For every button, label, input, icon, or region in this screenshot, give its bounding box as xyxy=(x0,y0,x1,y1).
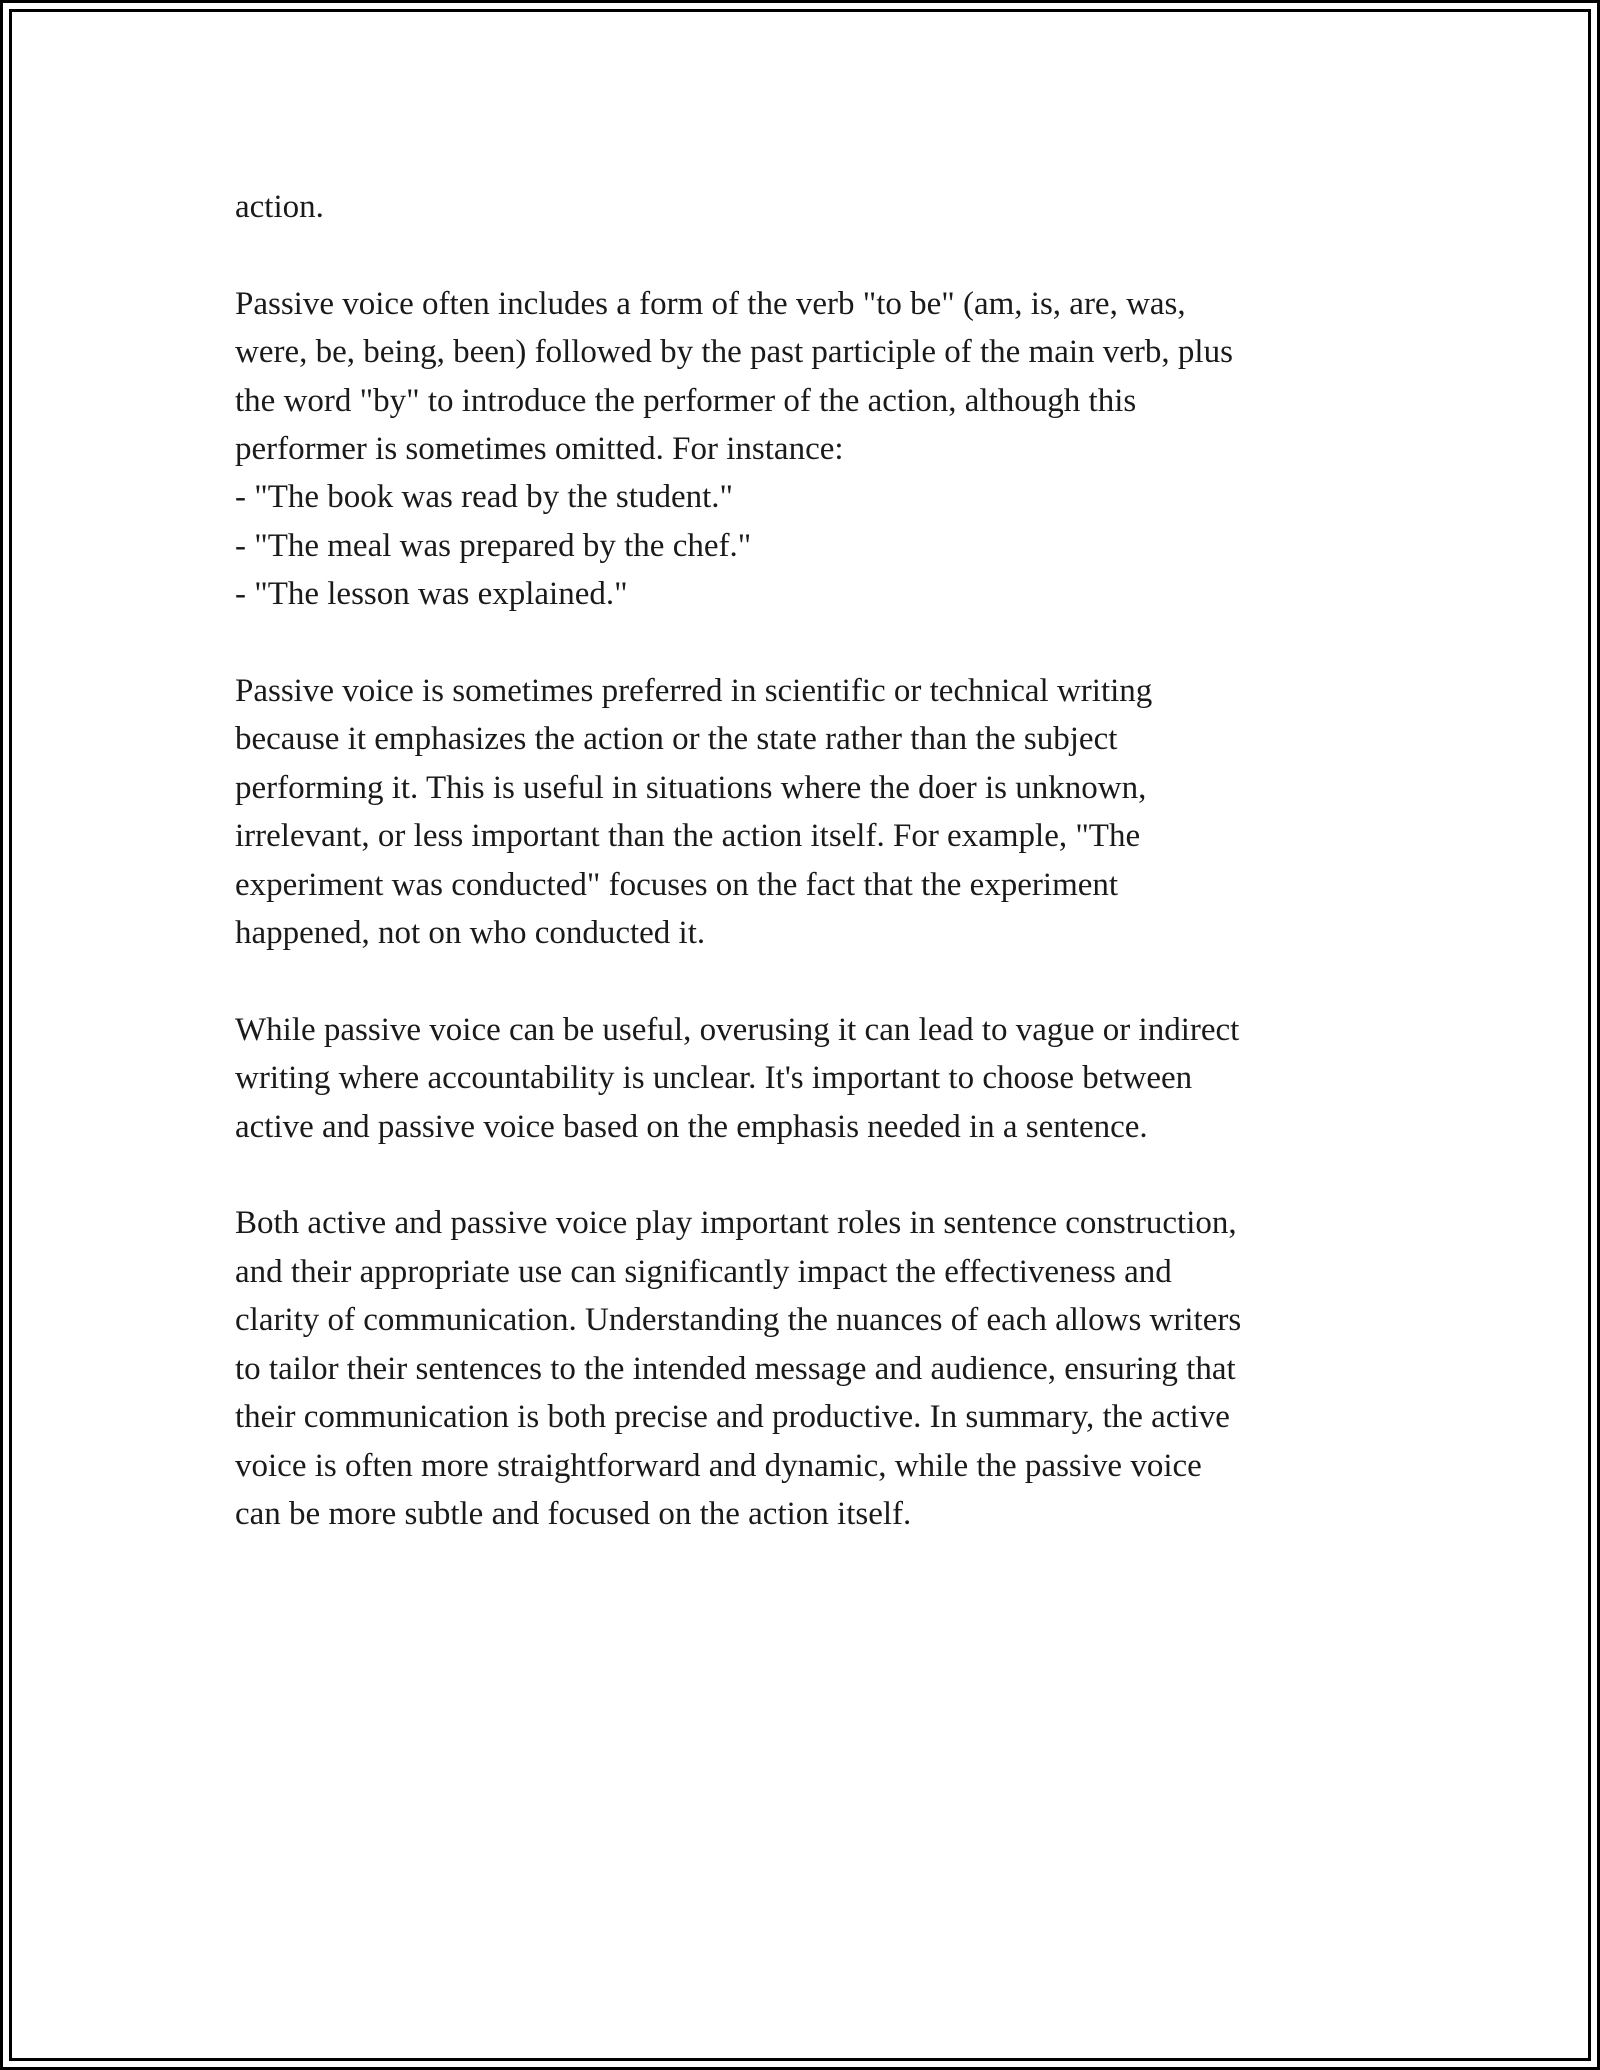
text-line: writing where accountability is unclear. It's important to choose between xyxy=(235,1060,1193,1097)
example-item: - "The meal was prepared by the chef." xyxy=(235,527,752,564)
text-line: active and passive voice based on the emphasis needed in a sentence. xyxy=(235,1108,1148,1145)
paragraph-scientific-writing xyxy=(235,667,1365,957)
text-line: While passive voice can be useful, overusing it can lead to vague or indirect xyxy=(235,1011,1240,1048)
text-line: action. xyxy=(235,189,324,225)
text-line: happened, not on who conducted it. xyxy=(235,915,706,952)
text-line: because it emphasizes the action or the state rather than the subject xyxy=(235,721,1118,758)
text-line: Passive voice is sometimes preferred in scientific or technical writing xyxy=(235,673,1153,710)
paragraph-passive-voice-form xyxy=(235,280,1365,619)
paragraph-continuation xyxy=(235,183,1365,231)
text-line: can be more subtle and focused on the action itself. xyxy=(235,1495,912,1532)
text-line: experiment was conducted" focuses on the fact that the experiment xyxy=(235,866,1119,903)
text-line: were, be, being, been) followed by the past participle of the main verb, plus xyxy=(235,334,1233,371)
example-item: - "The lesson was explained." xyxy=(235,576,628,613)
text-line: and their appropriate use can significantly impact the effectiveness and xyxy=(235,1253,1172,1290)
paragraph-overuse xyxy=(235,1006,1365,1151)
document-body xyxy=(235,183,1365,1587)
text-line: irrelevant, or less important than the action itself. For example, "The xyxy=(235,818,1141,855)
text-line: Passive voice often includes a form of the verb "to be" (am, is, are, was, xyxy=(235,285,1186,322)
text-line: performer is sometimes omitted. For instance: xyxy=(235,431,844,468)
text-line: clarity of communication. Understanding the nuances of each allows writers xyxy=(235,1302,1242,1339)
text-line: the word "by" to introduce the performer of the action, although this xyxy=(235,382,1137,419)
text-line: voice is often more straightforward and dynamic, while the passive voice xyxy=(235,1447,1202,1484)
text-line: their communication is both precise and productive. In summary, the active xyxy=(235,1399,1230,1436)
text-line: to tailor their sentences to the intended message and audience, ensuring that xyxy=(235,1350,1236,1387)
paragraph-summary xyxy=(235,1199,1365,1538)
text-line: Both active and passive voice play important roles in sentence construction, xyxy=(235,1205,1237,1242)
text-line: performing it. This is useful in situations where the doer is unknown, xyxy=(235,769,1147,806)
example-item: - "The book was read by the student." xyxy=(235,479,733,516)
